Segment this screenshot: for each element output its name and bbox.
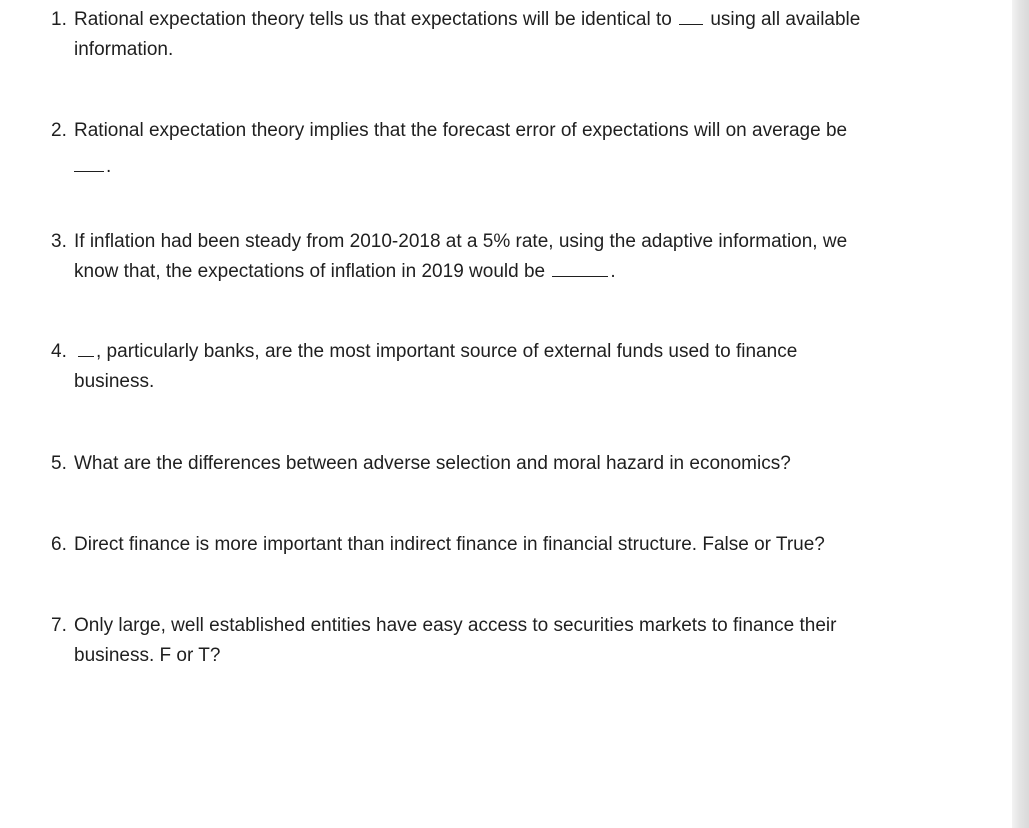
question-7 (51, 611, 931, 671)
question-text: Rational expectation theory tells us that expectations will be identical to (74, 9, 672, 30)
question-text: , particularly banks, are the most important source of external funds used to finance (96, 341, 798, 362)
question-text: using all available (710, 9, 861, 30)
question-number: 7. (51, 615, 67, 636)
page-edge-scrollbar[interactable] (1012, 0, 1029, 828)
question-number: 4. (51, 341, 67, 362)
question-number: 5. (51, 453, 67, 474)
question-text: Direct finance is more important than indirect finance in financial structure. False or True? (74, 534, 825, 555)
question-6 (51, 530, 931, 560)
question-text: Rational expectation theory implies that the forecast error of expectations will on average be (74, 120, 848, 141)
answer-blank (78, 338, 94, 357)
question-number: 1. (51, 9, 67, 30)
question-5 (51, 449, 931, 479)
question-4 (51, 337, 931, 397)
question-1 (51, 5, 931, 65)
answer-blank (552, 258, 608, 277)
question-2 (51, 116, 931, 182)
question-text: know that, the expectations of inflation in 2019 would be (74, 261, 546, 282)
question-text-continued (51, 152, 931, 182)
question-text: If inflation had been steady from 2010-2018 at a 5% rate, using the adaptive information, we (74, 231, 848, 252)
question-text: . (610, 261, 616, 282)
question-text: What are the differences between adverse selection and moral hazard in economics? (74, 453, 791, 474)
question-text-continued: business. (74, 371, 155, 392)
question-number: 2. (51, 120, 67, 141)
question-text-continued: business. F or T? (74, 645, 221, 666)
answer-blank (679, 6, 703, 25)
question-3 (51, 227, 931, 287)
question-text: . (106, 156, 112, 177)
question-number: 3. (51, 231, 67, 252)
question-text-continued: information. (74, 39, 174, 60)
question-text: Only large, well established entities have easy access to securities markets to finance their (74, 615, 837, 636)
question-number: 6. (51, 534, 67, 555)
question-text-continued (51, 257, 931, 287)
answer-blank (74, 153, 104, 172)
